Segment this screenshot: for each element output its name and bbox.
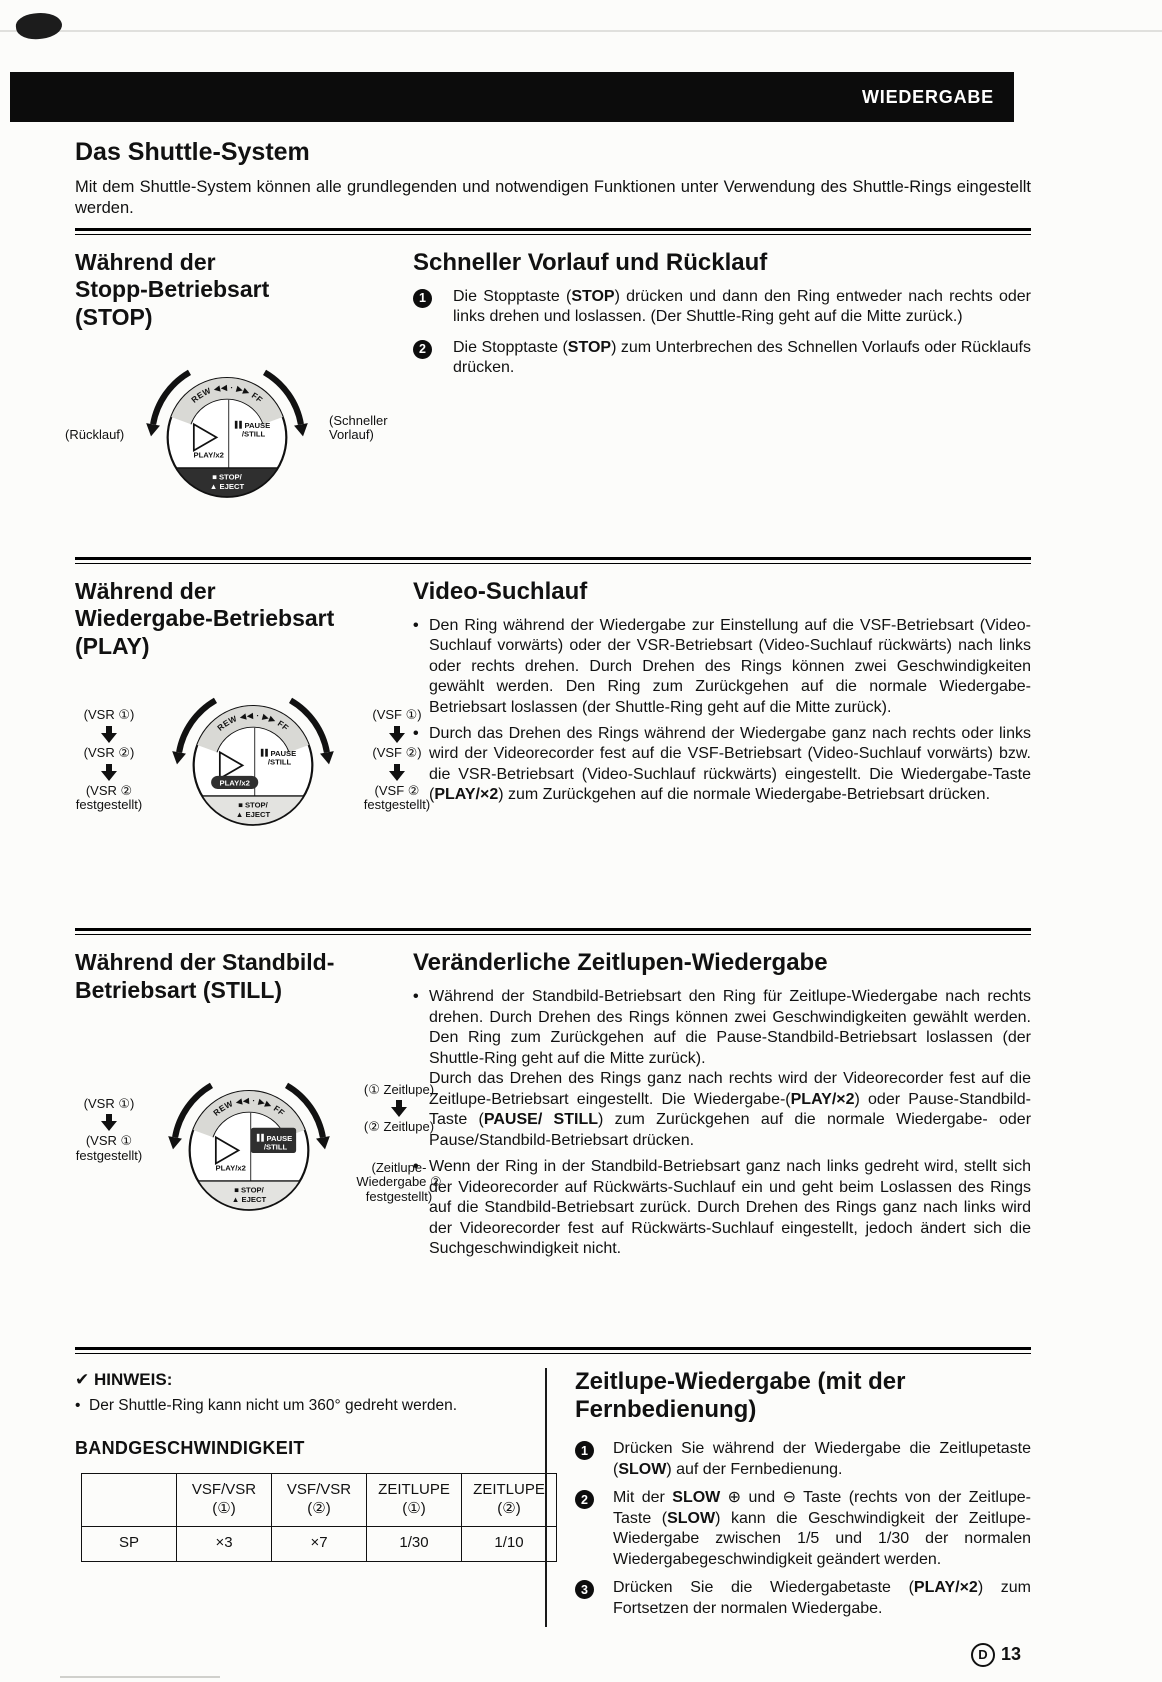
shuttle-ring-svg bbox=[157, 672, 349, 851]
section-play-left-title: Während der Wiedergabe-Betriebsart (PLAY) bbox=[75, 577, 335, 659]
diagram-label: (① Zeitlupe) bbox=[363, 1081, 435, 1097]
step-text: Mit der SLOW ⊕ und ⊖ Taste (rechts von der Zeitlupe-Taste (SLOW) kann die Geschwindigkeit der Zeitlupe-Wiedergabe zwischen 1/5 und 1/30 der normalen Wiedergabegeschwindigkeit geändert werden. bbox=[613, 1489, 1032, 1568]
diagram-label: (VSF ② festgestellt) bbox=[363, 782, 431, 813]
page-content bbox=[65, 138, 1032, 1667]
down-arrow-icon bbox=[391, 1100, 407, 1117]
pause-label: PAUSE bbox=[270, 749, 297, 759]
diagram-labels-vsr bbox=[61, 1097, 157, 1164]
step-number-badge: 2 bbox=[413, 340, 432, 359]
still-label: /STILL bbox=[241, 429, 266, 439]
eject-label: ▲ EJECT bbox=[235, 810, 271, 820]
section-divider bbox=[75, 557, 1031, 564]
shuttle-ring-svg bbox=[153, 1057, 345, 1236]
play-x2-label: PLAY/x2 bbox=[219, 778, 250, 788]
notes-column bbox=[75, 1368, 545, 1627]
diagram-label-schneller-vorlauf: (Schneller Vorlauf) bbox=[329, 412, 388, 443]
rotate-left-arrowhead-icon bbox=[146, 423, 160, 436]
section-divider bbox=[75, 228, 1031, 235]
section-still-left-title: Während der Standbild- Betriebsart (STILL) bbox=[75, 949, 335, 1004]
eject-label: ▲ EJECT bbox=[231, 1194, 267, 1204]
shuttle-diagram-still bbox=[67, 1057, 441, 1329]
table-header: ZEITLUPE (①) bbox=[367, 1473, 462, 1526]
rotate-right-arrowhead-icon bbox=[320, 752, 334, 765]
pause-icon bbox=[257, 1133, 260, 1141]
bullet-paragraph: • Während der Standbild-Betriebsart den Ring für Zeitlupe-Wiedergabe nach rechts drehen. Durch Drehen des Rings können zwei Geschwindigkeiten gewählt werden. Den Ring zum Zurückgehen auf die Pause-Standbild-Betriebsart loslassen (der Shuttle-Ring geht auf die Mitte zurück). Durch das Drehen des Rings ganz nach rechts wird der Videorecorder fest auf die Zeitlupe-Betriebsart eingestellt. Die Wiedergabe-(PLAY/×2) oder Pause-Standbild-Taste (PAUSE/ STILL) zum Zurückgehen auf die normale Wiedergabe- oder Pause/Standbild-Betriebsart drücken. bbox=[413, 987, 1031, 1151]
intro-paragraph: Mit dem Shuttle-System können alle grundlegenden und notwendigen Funktionen unter Verwendung des Shuttle-Rings eingestellt werden. bbox=[75, 178, 1031, 218]
diagram-label: (VSF ①) bbox=[372, 707, 422, 723]
down-arrow-icon bbox=[101, 764, 117, 781]
table-cell: ×7 bbox=[272, 1526, 367, 1561]
eject-label: ▲ EJECT bbox=[209, 481, 245, 491]
diagram-label: (VSF ②) bbox=[372, 744, 422, 760]
section-stop bbox=[65, 235, 1031, 549]
step-number-badge: 3 bbox=[575, 1580, 594, 1599]
table-corner-cell bbox=[82, 1473, 177, 1526]
hinweis-title bbox=[75, 1370, 529, 1390]
step-number-badge: 2 bbox=[575, 1490, 594, 1509]
tape-speed-table bbox=[81, 1473, 557, 1562]
section-stop-title: Schneller Vorlauf und Rücklauf bbox=[413, 248, 768, 276]
rew-ff-arc-label: REW ◀◀ · ▶▶ FF bbox=[211, 1094, 287, 1118]
diagram-label: (VSR ①) bbox=[83, 1095, 135, 1111]
diagram-label: (② Zeitlupe) bbox=[363, 1119, 435, 1135]
diagram-labels-vsr bbox=[63, 708, 155, 812]
chapter-header-bar bbox=[10, 72, 1014, 122]
pause-label: PAUSE bbox=[266, 1133, 293, 1143]
rotate-left-arrowhead-icon bbox=[168, 1136, 182, 1149]
numbered-item bbox=[575, 1488, 1031, 1570]
section-play-right bbox=[413, 578, 1031, 911]
pause-icon bbox=[261, 1133, 264, 1141]
table-header: ZEITLUPE (②) bbox=[462, 1473, 557, 1526]
step-text: Die Stopptaste (STOP) drücken und dann den Ring entweder nach rechts oder links drehen und loslassen. (Der Shuttle-Ring geht auf die Mitte zurück.) bbox=[453, 287, 1031, 326]
diagram-label: (VSR ① festgestellt) bbox=[75, 1133, 143, 1163]
rew-ff-arc-label: REW ◀◀ · ▶▶ FF bbox=[215, 710, 291, 734]
step-text: Drücken Sie während der Wiedergabe die Zeitlupetaste (SLOW) auf der Fernbedienung. bbox=[613, 1440, 1031, 1478]
section-still-left bbox=[75, 949, 442, 1328]
numbered-item bbox=[575, 1439, 1031, 1480]
pause-icon bbox=[235, 420, 238, 428]
table-cell: 1/10 bbox=[462, 1526, 557, 1561]
section-stop-left-title: Während der Stopp-Betriebsart (STOP) bbox=[75, 248, 270, 331]
section-play bbox=[75, 564, 1031, 921]
scan-artifact-bottom bbox=[60, 1676, 220, 1678]
section-stop-right bbox=[413, 249, 1031, 539]
page-footer bbox=[75, 1643, 1031, 1667]
play-x2-label: PLAY/x2 bbox=[215, 1163, 246, 1173]
section-stop-left bbox=[65, 248, 413, 539]
remote-section-title: Zeitlupe-Wiedergabe (mit der Fernbedienung) bbox=[575, 1367, 906, 1424]
page-number: 13 bbox=[1000, 1644, 1021, 1665]
still-label: /STILL bbox=[263, 1142, 288, 1152]
section-still bbox=[75, 935, 1031, 1338]
pause-icon bbox=[239, 420, 242, 428]
step-number-badge: 1 bbox=[575, 1441, 594, 1460]
table-data-row bbox=[82, 1526, 557, 1561]
check-icon: ✔ bbox=[75, 1369, 90, 1389]
shuttle-ring-stop bbox=[131, 344, 323, 528]
bullet-paragraph: • Wenn der Ring in der Standbild-Betriebsart ganz nach links gedreht wird, stellt sich der Videorecorder auf Rückwärts-Suchlauf ein und geht beim Loslassen des Rings auf die Standbild-Betriebsart zurück. Durch Drehen des Rings ganz nach links wird der Videorecorder fest auf Rückwärts-Suchlauf eingestellt, jedoch ändert sich die Suchgeschwindigkeit nicht. bbox=[413, 1157, 1031, 1259]
play-x2-label: PLAY/x2 bbox=[193, 450, 224, 460]
diagram-label: (VSR ② festgestellt) bbox=[75, 782, 143, 813]
bullet-paragraph: • Den Ring während der Wiedergabe zur Einstellung auf die VSF-Betriebsart (Video-Suchlauf vorwärts) oder der VSR-Betriebsart (Video-Suchlauf rückwärts) nach links oder rechts drehen. Durch Drehen des Rings können zwei Geschwindigkeiten gewählt werden. Den Ring zum Zurückgehen auf die normale Wiedergabe-Betriebsart loslassen (der Shuttle-Ring geht auf die Mitte zurück). bbox=[413, 616, 1031, 718]
diagram-label: (VSR ②) bbox=[83, 744, 135, 760]
table-cell-sp: SP bbox=[82, 1526, 177, 1561]
diagram-label-ruecklauf: (Rücklauf) bbox=[65, 426, 125, 442]
shuttle-ring-play bbox=[157, 672, 349, 856]
table-header: VSF/VSR (①) bbox=[177, 1473, 272, 1526]
section-play-title: Video-Suchlauf bbox=[413, 577, 588, 605]
chapter-title: WIEDERGABE bbox=[861, 86, 994, 107]
diagram-label: (VSR ①) bbox=[83, 707, 135, 723]
pause-icon bbox=[265, 749, 268, 757]
down-arrow-icon bbox=[101, 726, 117, 743]
shuttle-diagram-play bbox=[67, 672, 441, 910]
rotate-left-arrowhead-icon bbox=[172, 752, 186, 765]
scan-artifact-blob bbox=[15, 10, 64, 41]
table-cell: 1/30 bbox=[367, 1526, 462, 1561]
numbered-item bbox=[413, 338, 1031, 379]
bullet-paragraph: • Durch das Drehen des Rings während der Wiedergabe ganz nach rechts oder links wird der Videorecorder fest auf die VSF-Betriebsart (Video-Suchlauf vorwärts) bzw. die VSR-Betriebsart (Video-Suchlauf rückwärts) eingestellt. Die Wiedergabe-Taste (PLAY/×2) zum Zurückgehen auf die normale Wiedergabe-Betriebsart drücken. bbox=[413, 724, 1031, 806]
pause-label: PAUSE bbox=[244, 420, 271, 430]
numbered-item bbox=[413, 287, 1031, 328]
rew-ff-arc-label: REW ◀◀ · ▶▶ FF bbox=[189, 381, 265, 405]
remote-column bbox=[547, 1368, 1031, 1627]
hinweis-label: HINWEIS: bbox=[93, 1369, 173, 1389]
shuttle-ring-svg bbox=[131, 344, 323, 523]
step-number-badge: 1 bbox=[413, 289, 432, 308]
stop-label: ■ STOP/ bbox=[212, 471, 242, 481]
stop-label: ■ STOP/ bbox=[238, 800, 268, 810]
step-text: Die Stopptaste (STOP) zum Unterbrechen des Schnellen Vorlaufs oder Rücklaufs drücken. bbox=[453, 338, 1031, 377]
note-text: • Der Shuttle-Ring kann nicht um 360° gedreht werden. bbox=[75, 1396, 529, 1416]
rotate-right-arrowhead-icon bbox=[294, 423, 308, 436]
section-divider bbox=[75, 1347, 1031, 1354]
step-text: Drücken Sie die Wiedergabetaste (PLAY/×2) zum Fortsetzen der normalen Wiedergabe. bbox=[613, 1579, 1032, 1617]
section-still-right bbox=[413, 949, 1031, 1328]
table-cell: ×3 bbox=[177, 1526, 272, 1561]
still-label: /STILL bbox=[267, 757, 292, 767]
table-header: VSF/VSR (②) bbox=[272, 1473, 367, 1526]
down-arrow-icon bbox=[389, 726, 405, 743]
down-arrow-icon bbox=[101, 1114, 117, 1131]
region-letter-badge: D bbox=[971, 1643, 995, 1667]
section-play-left bbox=[75, 577, 431, 911]
table-header-row bbox=[82, 1473, 557, 1526]
tape-speed-title: BANDGESCHWINDIGKEIT bbox=[75, 1437, 305, 1458]
stop-label: ■ STOP/ bbox=[234, 1184, 264, 1194]
shuttle-diagram-stop bbox=[67, 344, 441, 539]
rotate-right-arrowhead-icon bbox=[316, 1136, 330, 1149]
section-still-title: Veränderliche Zeitlupen-Wiedergabe bbox=[413, 949, 828, 977]
shuttle-ring-still bbox=[153, 1057, 345, 1241]
section-divider bbox=[75, 928, 1031, 935]
down-arrow-icon bbox=[389, 764, 405, 781]
bottom-section bbox=[75, 1354, 1031, 1627]
diagram-label: (Zeitlupe- Wiedergabe ② festgestellt) bbox=[356, 1159, 442, 1204]
numbered-item bbox=[575, 1578, 1031, 1619]
pause-icon bbox=[261, 749, 264, 757]
scan-artifact-line bbox=[0, 30, 1162, 32]
page-title: Das Shuttle-System bbox=[75, 138, 310, 166]
